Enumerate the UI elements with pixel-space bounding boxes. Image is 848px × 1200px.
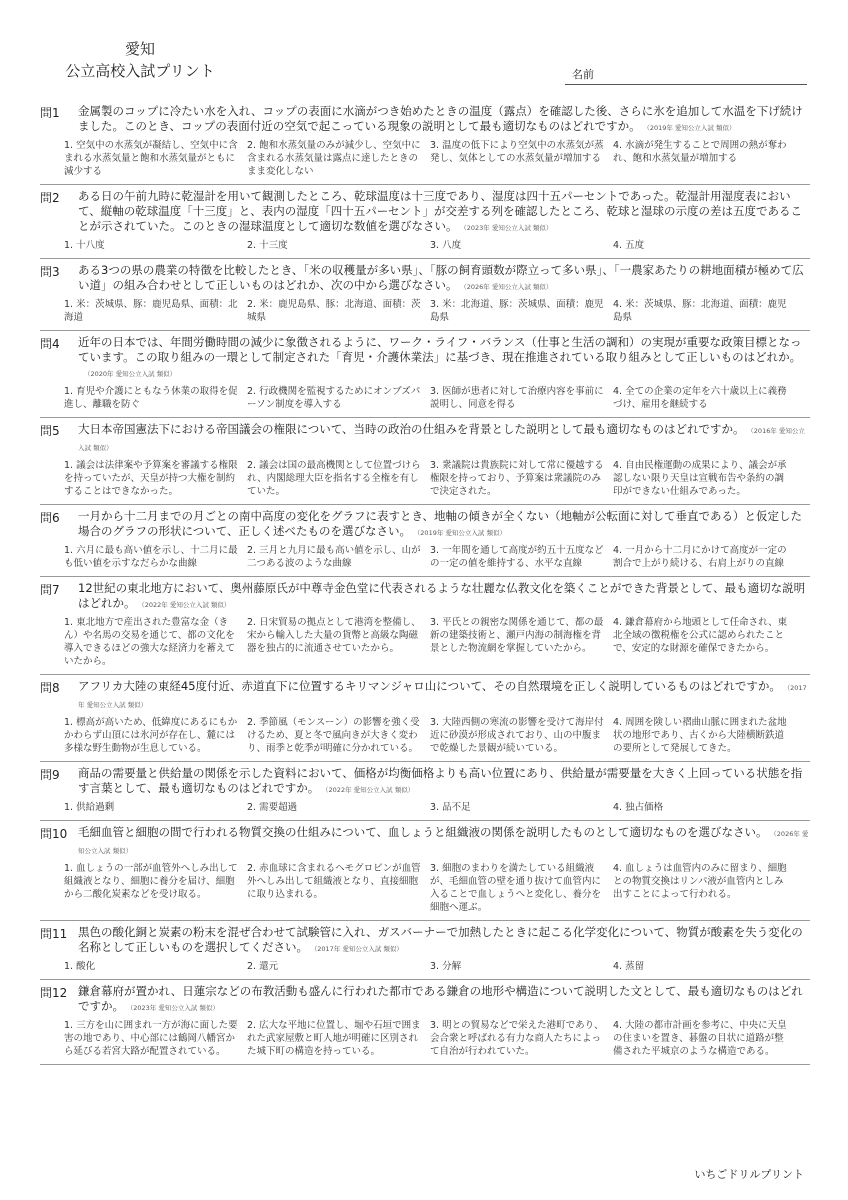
question-text: 12世紀の東北地方において、奥州藤原氏が中尊寺金色堂に代表されるような壮麗な仏教文化を築くことができた背景として、最も適切な説明はどれか。 bbox=[78, 581, 806, 610]
question-block bbox=[40, 762, 810, 821]
answer-choice[interactable]: 1. 三方を山に囲まれ一方が海に面した要害の地であり、中心部には鶴岡八幡宮から延びる若宮大路が配置されている。 bbox=[64, 1020, 238, 1057]
answer-choice[interactable]: 3. 品不足 bbox=[430, 802, 471, 813]
question-text: 一月から十二月までの月ごとの南中高度の変化をグラフに表すとき、地軸の傾きが全くない（地軸が公転面に対して垂直である）と仮定した場合のグラフの形状について、正しく述べたものを選びなさい。 bbox=[78, 509, 803, 538]
question-text-container bbox=[78, 335, 810, 382]
answer-choice[interactable]: 2. 行政機関を監視するためにオンブズパーソン制度を導入する bbox=[247, 386, 421, 410]
answer-choice[interactable]: 4. 米：茨城県、豚：北海道、面積：鹿児島県 bbox=[613, 299, 787, 323]
prefecture-title: 愛知 bbox=[124, 40, 155, 58]
answer-choice[interactable]: 2. 赤血球に含まれるヘモグロビンが血管外へしみ出して組織液となり、直接細胞に取り込まれる。 bbox=[247, 863, 421, 900]
question-block bbox=[40, 185, 810, 259]
question-text-container bbox=[78, 766, 810, 798]
question-text: 鎌倉幕府が置かれ、日蓮宗などの布教活動も盛んに行われた都市である鎌倉の地形や構造について説明した文として、最も適切なものはどれですか。 bbox=[78, 984, 803, 1013]
question-source: （2022年 愛知公立入試 類似） bbox=[141, 601, 231, 609]
question-block bbox=[40, 921, 810, 980]
question-text: ある3つの県の農業の特徴を比較したとき、「米の収穫量が多い県」、「豚の飼育頭数が際立って多い県」、「一農家あたりの耕地面積が極めて広い道」の組み合わせとして正しいものはどれか、次の中から選びなさい。 bbox=[78, 263, 804, 292]
question-block bbox=[40, 675, 810, 762]
name-label: 名前 bbox=[572, 68, 594, 81]
question-number: 問6 bbox=[40, 511, 60, 525]
answer-choice[interactable]: 3. 温度の低下により空気中の水蒸気が蒸発し、気体としての水蒸気量が増加する bbox=[430, 140, 604, 164]
question-number: 問11 bbox=[40, 927, 68, 941]
question-source: （2017年 愛知公立入試 類似） bbox=[314, 945, 403, 953]
question-block bbox=[40, 418, 810, 505]
question-source: （2019年 愛知公立入試 類似） bbox=[646, 124, 736, 132]
question-text-container bbox=[78, 189, 810, 236]
answer-choice[interactable]: 4. 全ての企業の定年を六十歳以上に義務づけ、雇用を継続する bbox=[613, 386, 787, 410]
question-block bbox=[40, 100, 810, 185]
question-text: 毛細血管と細胞の間で行われる物質交換の仕組みについて、血しょうと組織液の関係を説明したものとして適切なものを選びなさい。 bbox=[78, 825, 768, 839]
answer-choice[interactable]: 1. 標高が高いため、低緯度にあるにもかかわらず山頂には氷河が存在し、麓には多様な野生動物が生息している。 bbox=[64, 717, 238, 754]
answer-choice[interactable]: 4. 独占価格 bbox=[613, 802, 664, 813]
question-source: （2016年 愛知公立入試 類似） bbox=[78, 427, 805, 452]
answer-choice[interactable]: 2. 三月と九月に最も高い値を示し、山が二つある波のような曲線 bbox=[247, 545, 421, 569]
question-number: 問5 bbox=[40, 424, 60, 438]
answer-choice[interactable]: 4. 一月から十二月にかけて高度が一定の割合で上がり続ける、右肩上がりの直線 bbox=[613, 545, 787, 569]
question-number: 問12 bbox=[40, 986, 68, 1000]
answer-choice[interactable]: 3. 米：北海道、豚：茨城県、面積：鹿児島県 bbox=[430, 299, 604, 323]
question-text-container bbox=[78, 263, 810, 295]
answer-choice[interactable]: 2. 還元 bbox=[247, 961, 279, 972]
choice-list bbox=[64, 239, 810, 252]
question-source: （2026年 愛知公立入試 類似） bbox=[78, 830, 809, 855]
question-text-container bbox=[78, 422, 810, 456]
choice-list bbox=[64, 801, 810, 814]
question-text-container bbox=[78, 679, 810, 713]
answer-choice[interactable]: 3. 平氏との親密な関係を通じて、都の最新の建築技術と、瀬戸内海の制海権を背景とした物流網を掌握していたから。 bbox=[430, 617, 604, 654]
question-number: 問7 bbox=[40, 583, 60, 597]
answer-choice[interactable]: 1. 育児や介護にともなう休業の取得を促進し、離職を防ぐ bbox=[64, 386, 238, 410]
question-text-container bbox=[78, 925, 810, 957]
answer-choice[interactable]: 2. 季節風（モンスーン）の影響を強く受けるため、夏と冬で風向きが大きく変わり、雨季と乾季が明確に分かれている。 bbox=[247, 717, 420, 754]
choice-list bbox=[64, 716, 810, 755]
answer-choice[interactable]: 4. 自由民権運動の成果により、議会が承認しない限り天皇は宣戦布告や条約の調印ができない仕組みであった。 bbox=[613, 460, 787, 497]
question-text: 黒色の酸化銅と炭素の粉末を混ぜ合わせて試験管に入れ、ガスバーナーで加熱したときに起こる化学変化について、物質が酸素を失う変化の名称として正しいものを選択してください。 bbox=[78, 925, 803, 954]
answer-choice[interactable]: 2. 需要超過 bbox=[247, 802, 298, 813]
question-block bbox=[40, 331, 810, 418]
question-text-container bbox=[78, 825, 810, 859]
question-block bbox=[40, 505, 810, 577]
answer-choice[interactable]: 3. 医師が患者に対して治療内容を事前に説明し、同意を得る bbox=[430, 386, 604, 410]
answer-choice[interactable]: 4. 血しょうは血管内のみに留まり、細胞との物質交換はリンパ液が血管内としみ出すことによって行われる。 bbox=[613, 863, 787, 900]
answer-choice[interactable]: 2. 広大な平地に位置し、堀や石垣で囲まれた武家屋敷と町人地が明確に区別された城下町の構造を持っている。 bbox=[247, 1020, 421, 1057]
question-text: アフリカ大陸の東経45度付近、赤道直下に位置するキリマンジャロ山について、その自然環境を正しく説明しているものはどれですか。 bbox=[78, 679, 781, 693]
answer-choice[interactable]: 4. 蒸留 bbox=[613, 961, 645, 972]
question-source: （2026年 愛知公立入試 類似） bbox=[463, 283, 553, 291]
question-block bbox=[40, 980, 810, 1065]
answer-choice[interactable]: 1. 供給過剰 bbox=[64, 802, 115, 813]
answer-choice[interactable]: 1. 東北地方で産出された豊富な金（きん）や名馬の交易を通じて、都の文化を導入できるほどの強大な経済力を蓄えていたから。 bbox=[64, 617, 236, 667]
question-text-container bbox=[78, 104, 810, 136]
question-number: 問8 bbox=[40, 681, 60, 695]
question-number: 問1 bbox=[40, 106, 60, 120]
answer-choice[interactable]: 1. 十八度 bbox=[64, 240, 105, 251]
page-header bbox=[0, 0, 848, 100]
answer-choice[interactable]: 1. 六月に最も高い値を示し、十二月に最も低い値を示すなだらかな曲線 bbox=[64, 545, 238, 569]
answer-choice[interactable]: 3. 衆議院は貴族院に対して常に優越する権限を持っており、予算案は衆議院のみで決定された。 bbox=[430, 460, 604, 497]
question-list bbox=[40, 100, 810, 1065]
question-text: 近年の日本では、年間労働時間の減少に象徴されるように、ワーク・ライフ・バランス（仕事と生活の調和）の実現が重要な政策目標となっています。この取り組みの一環として制定された「育児・介護休業法」に基づき、現在推進されている取り組みとして正しいものはどれか。 bbox=[78, 335, 802, 364]
answer-choice[interactable]: 1. 米：茨城県、豚：鹿児島県、面積：北海道 bbox=[64, 299, 238, 323]
answer-choice[interactable]: 2. 十三度 bbox=[247, 240, 288, 251]
question-block bbox=[40, 821, 810, 921]
footer-brand: いちごドリルプリント bbox=[694, 1168, 804, 1181]
question-text-container bbox=[78, 984, 810, 1016]
question-number: 問3 bbox=[40, 265, 60, 279]
answer-choice[interactable]: 4. 大陸の都市計画を参考に、中央に天皇の住まいを置き、碁盤の目状に道路が整備された平城京のような構造である。 bbox=[613, 1020, 787, 1057]
choice-list bbox=[64, 1019, 810, 1058]
answer-choice[interactable]: 3. 細胞のまわりを満たしている組織液が、毛細血管の壁を通り抜けて血管内に入ることで血しょうへと変化し、養分を細胞へ運ぶ。 bbox=[430, 863, 602, 913]
question-block bbox=[40, 577, 810, 675]
answer-choice[interactable]: 3. 明との貿易などで栄えた港町であり、会合衆と呼ばれる有力な商人たちによって自治が行われていた。 bbox=[430, 1020, 604, 1057]
answer-choice[interactable]: 1. 酸化 bbox=[64, 961, 96, 972]
question-number: 問4 bbox=[40, 337, 60, 351]
question-source: （2023年 愛知公立入試 類似） bbox=[463, 224, 553, 232]
answer-choice[interactable]: 1. 空気中の水蒸気が凝結し、空気中に含まれる水蒸気量と飽和水蒸気量がともに減少する bbox=[64, 140, 238, 177]
question-text: 金属製のコップに冷たい水を入れ、コップの表面に水滴がつき始めたときの温度（露点）を確認した後、さらに氷を追加して水温を下げ続けました。このとき、コップの表面付近の空気で起こっている現象の説明として最も適切なものはどれですか。 bbox=[78, 104, 803, 133]
question-source: （2017年 愛知公立入試 類似） bbox=[78, 684, 807, 709]
answer-choice[interactable]: 1. 議会は法律案や予算案を審議する権限を持っていたが、天皇が持つ大権を制約することはできなかった。 bbox=[64, 460, 238, 497]
question-number: 問10 bbox=[40, 827, 68, 841]
question-number: 問2 bbox=[40, 191, 60, 205]
question-text: 大日本帝国憲法下における帝国議会の権限について、当時の政治の仕組みを背景とした説明として最も適切なものはどれですか。 bbox=[78, 422, 745, 436]
question-source: （2020年 愛知公立入試 類似） bbox=[84, 370, 177, 378]
choice-list bbox=[64, 960, 810, 973]
print-title: 公立高校入試プリント bbox=[65, 62, 215, 80]
question-text: ある日の午前九時に乾湿計を用いて観測したところ、乾球温度は十三度であり、湿度は四十五パーセントであった。乾湿計用湿度表において、縦軸の乾球温度「十三度」と、表内の湿度「四十五パーセント」が交差する列を確認したところ、乾球と湿球の示度の差は五度であることが示されていた。このときの湿球温度として適切な数値を選びなさい。 bbox=[78, 189, 803, 233]
answer-choice[interactable]: 2. 飽和水蒸気量のみが減少し、空気中に含まれる水蒸気量は露点に達したときのまま変化しない bbox=[247, 140, 421, 177]
answer-choice[interactable]: 2. 議会は国の最高機関として位置づけられ、内閣総理大臣を指名する全権を有していた。 bbox=[247, 460, 421, 497]
question-block bbox=[40, 259, 810, 331]
question-source: （2022年 愛知公立入試 類似） bbox=[325, 786, 415, 794]
choice-list bbox=[64, 385, 810, 411]
answer-choice[interactable]: 2. 米：鹿児島県、豚：北海道、面積：茨城県 bbox=[247, 299, 421, 323]
question-text: 商品の需要量と供給量の関係を示した資料において、価格が均衡価格よりも高い位置にあり、供給量が需要量を大きく上回っている状態を指す言葉として、最も適切なものはどれですか。 bbox=[78, 766, 803, 795]
answer-choice[interactable]: 3. 分解 bbox=[430, 961, 462, 972]
answer-choice[interactable]: 3. 八度 bbox=[430, 240, 462, 251]
choice-list bbox=[64, 544, 810, 570]
question-source: （2023年 愛知公立入試 類似） bbox=[130, 1004, 219, 1012]
answer-choice[interactable]: 4. 周囲を険しい褶曲山脈に囲まれた盆地状の地形であり、古くから大陸横断鉄道の要所として発展してきた。 bbox=[613, 717, 787, 754]
question-text-container bbox=[78, 581, 810, 613]
answer-choice[interactable]: 3. 大陸西側の寒流の影響を受けて海岸付近に砂漠が形成されており、山の中腹まで乾燥した景観が続いている。 bbox=[430, 717, 604, 754]
question-text-container bbox=[78, 509, 810, 541]
answer-choice[interactable]: 1. 血しょうの一部が血管外へしみ出して組織液となり、細胞に養分を届け、細胞から二酸化炭素などを受け取る。 bbox=[64, 863, 238, 900]
choice-list bbox=[64, 862, 810, 914]
answer-choice[interactable]: 2. 日宋貿易の拠点として港湾を整備し、宋から輸入した大量の貨幣と高級な陶磁器を独占的に流通させていたから。 bbox=[247, 617, 421, 654]
answer-choice[interactable]: 4. 五度 bbox=[613, 240, 645, 251]
choice-list bbox=[64, 298, 810, 324]
question-source: （2019年 愛知公立入試 類似） bbox=[417, 529, 506, 537]
choice-list bbox=[64, 459, 810, 498]
answer-choice[interactable]: 4. 鎌倉幕府から地頭として任命され、東北全域の徴税権を公式に認められたことで、安定的な財源を確保できたから。 bbox=[613, 617, 788, 654]
choice-list bbox=[64, 616, 810, 668]
choice-list bbox=[64, 139, 810, 178]
answer-choice[interactable]: 3. 一年間を通して高度が約五十五度などの一定の値を維持する、水平な直線 bbox=[430, 545, 604, 569]
name-field-line[interactable] bbox=[565, 84, 807, 85]
answer-choice[interactable]: 4. 水滴が発生することで周囲の熱が奪われ、飽和水蒸気量が増加する bbox=[613, 140, 787, 164]
question-number: 問9 bbox=[40, 768, 60, 782]
